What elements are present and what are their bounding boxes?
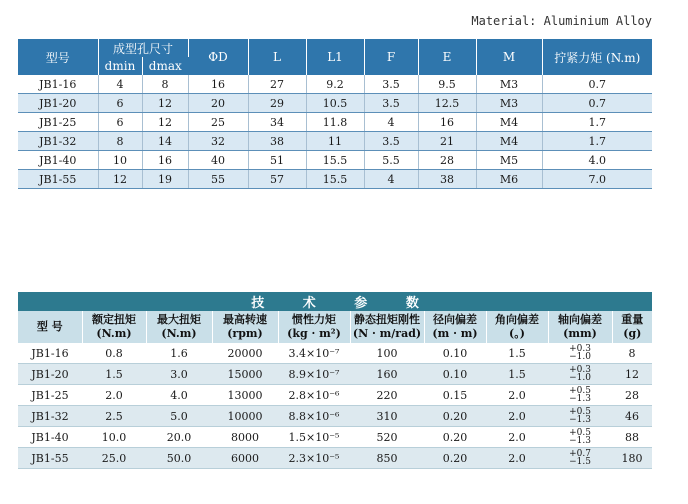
cell-m: M3	[476, 75, 542, 94]
cell-inertia: 2.8×10⁻⁶	[278, 385, 350, 406]
cell-speed: 10000	[212, 406, 278, 427]
cell-e: 16	[418, 113, 476, 132]
cell-max: 50.0	[146, 448, 212, 469]
cell-rated: 0.8	[82, 343, 146, 364]
cell-l: 57	[248, 170, 306, 189]
cell-inertia: 1.5×10⁻⁵	[278, 427, 350, 448]
cell-f: 3.5	[364, 75, 418, 94]
cell-speed: 6000	[212, 448, 278, 469]
cell-m: M6	[476, 170, 542, 189]
header-dmax: dmax	[142, 57, 188, 75]
cell-l1: 15.5	[306, 151, 364, 170]
cell-radial: 0.10	[424, 343, 486, 364]
header-line: 惯性力矩	[292, 313, 336, 326]
cell-torque: 0.7	[542, 94, 652, 113]
cell-l: 38	[248, 132, 306, 151]
cell-f: 4	[364, 113, 418, 132]
table-row	[18, 75, 652, 94]
cell-weight: 46	[612, 406, 652, 427]
cell-rated: 1.5	[82, 364, 146, 385]
header-line: 最高转速	[223, 313, 267, 326]
cell-e: 21	[418, 132, 476, 151]
table-row	[18, 151, 652, 170]
cell-stiffness: 220	[350, 385, 424, 406]
table-row	[18, 364, 652, 385]
axial-plus: +0.3	[569, 365, 591, 375]
header-line: (kg · m²)	[287, 327, 341, 340]
cell-l: 27	[248, 75, 306, 94]
cell-l1: 11.8	[306, 113, 364, 132]
cell-dmax: 12	[142, 113, 188, 132]
cell-m: M5	[476, 151, 542, 170]
header-line: (m · m)	[432, 327, 478, 340]
cell-angular: 1.5	[486, 343, 548, 364]
cell-axial	[548, 448, 612, 469]
table-row	[18, 406, 652, 427]
cell-inertia: 8.9×10⁻⁷	[278, 364, 350, 385]
header-rated-torque	[82, 311, 146, 343]
cell-rated: 2.0	[82, 385, 146, 406]
cell-m: M4	[476, 132, 542, 151]
cell-f: 5.5	[364, 151, 418, 170]
header-max-torque	[146, 311, 212, 343]
axial-minus: −1.3	[569, 394, 591, 404]
cell-angular: 1.5	[486, 364, 548, 385]
header-line: 径向偏差	[433, 313, 477, 326]
cell-radial: 0.20	[424, 427, 486, 448]
cell-angular: 2.0	[486, 448, 548, 469]
cell-max: 4.0	[146, 385, 212, 406]
cell-m: M3	[476, 94, 542, 113]
material-label: Material: Aluminium Alloy	[471, 14, 652, 28]
axial-minus: −1.5	[569, 457, 591, 467]
axial-plus: +0.5	[569, 386, 591, 396]
table-row	[18, 448, 652, 469]
cell-dmax: 8	[142, 75, 188, 94]
cell-stiffness: 310	[350, 406, 424, 427]
cell-l1: 10.5	[306, 94, 364, 113]
header-f: F	[364, 39, 418, 75]
cell-l1: 11	[306, 132, 364, 151]
axial-minus: −1.3	[569, 436, 591, 446]
header-weight	[612, 311, 652, 343]
header-radial	[424, 311, 486, 343]
cell-axial	[548, 427, 612, 448]
header-max-speed	[212, 311, 278, 343]
cell-model: JB1-40	[18, 427, 82, 448]
cell-rated: 2.5	[82, 406, 146, 427]
cell-weight: 88	[612, 427, 652, 448]
header-l: L	[248, 39, 306, 75]
header-e: E	[418, 39, 476, 75]
cell-torque: 1.7	[542, 132, 652, 151]
cell-radial: 0.20	[424, 406, 486, 427]
cell-dmin: 6	[98, 113, 142, 132]
header-hole-size: 成型孔尺寸	[98, 39, 188, 57]
cell-torque: 7.0	[542, 170, 652, 189]
cell-stiffness: 160	[350, 364, 424, 385]
technical-parameters-table	[18, 292, 652, 469]
cell-model: JB1-32	[18, 132, 98, 151]
cell-f: 3.5	[364, 94, 418, 113]
cell-max: 1.6	[146, 343, 212, 364]
axial-plus: +0.5	[569, 407, 591, 417]
technical-parameters-title: 技 术 参 数	[18, 292, 652, 311]
cell-radial: 0.10	[424, 364, 486, 385]
header-dmin: dmin	[98, 57, 142, 75]
cell-radial: 0.20	[424, 448, 486, 469]
cell-stiffness: 520	[350, 427, 424, 448]
header-line: 静态扭矩刚性	[354, 313, 420, 326]
header-line: (rpm)	[227, 327, 263, 340]
cell-phi_d: 20	[188, 94, 248, 113]
cell-max: 5.0	[146, 406, 212, 427]
header-phi-d: ΦD	[188, 39, 248, 75]
cell-weight: 28	[612, 385, 652, 406]
header-model: 型号	[18, 39, 98, 75]
table-row	[18, 385, 652, 406]
cell-phi_d: 55	[188, 170, 248, 189]
cell-dmin: 12	[98, 170, 142, 189]
cell-f: 3.5	[364, 132, 418, 151]
header-model	[18, 311, 82, 343]
cell-speed: 15000	[212, 364, 278, 385]
header-m: M	[476, 39, 542, 75]
header-line: (N.m)	[161, 327, 197, 340]
axial-minus: −1.0	[569, 352, 591, 362]
cell-phi_d: 40	[188, 151, 248, 170]
table-row	[18, 170, 652, 189]
cell-l1: 15.5	[306, 170, 364, 189]
cell-model: JB1-55	[18, 448, 82, 469]
header-line: (N · m/rad)	[352, 327, 422, 340]
cell-weight: 12	[612, 364, 652, 385]
cell-radial: 0.15	[424, 385, 486, 406]
cell-speed: 20000	[212, 343, 278, 364]
cell-e: 38	[418, 170, 476, 189]
cell-torque: 0.7	[542, 75, 652, 94]
table-row	[18, 113, 652, 132]
cell-model: JB1-20	[18, 364, 82, 385]
cell-inertia: 8.8×10⁻⁶	[278, 406, 350, 427]
cell-dmin: 4	[98, 75, 142, 94]
cell-l: 29	[248, 94, 306, 113]
cell-axial	[548, 364, 612, 385]
header-line: 角向偏差	[495, 313, 539, 326]
cell-weight: 8	[612, 343, 652, 364]
cell-e: 12.5	[418, 94, 476, 113]
cell-dmax: 16	[142, 151, 188, 170]
cell-inertia: 3.4×10⁻⁷	[278, 343, 350, 364]
cell-model: JB1-25	[18, 385, 82, 406]
cell-speed: 8000	[212, 427, 278, 448]
cell-dmin: 8	[98, 132, 142, 151]
cell-rated: 25.0	[82, 448, 146, 469]
cell-angular: 2.0	[486, 427, 548, 448]
cell-model: JB1-25	[18, 113, 98, 132]
cell-e: 28	[418, 151, 476, 170]
header-axial	[548, 311, 612, 343]
cell-torque: 1.7	[542, 113, 652, 132]
header-l1: L1	[306, 39, 364, 75]
cell-model: JB1-32	[18, 406, 82, 427]
cell-weight: 180	[612, 448, 652, 469]
header-line: (g)	[623, 327, 642, 340]
cell-dmin: 6	[98, 94, 142, 113]
table-row	[18, 132, 652, 151]
cell-model: JB1-55	[18, 170, 98, 189]
cell-f: 4	[364, 170, 418, 189]
axial-plus: +0.5	[569, 428, 591, 438]
header-line: (N.m)	[96, 327, 132, 340]
cell-m: M4	[476, 113, 542, 132]
cell-max: 20.0	[146, 427, 212, 448]
cell-axial	[548, 385, 612, 406]
cell-l: 34	[248, 113, 306, 132]
cell-model: JB1-16	[18, 75, 98, 94]
cell-stiffness: 850	[350, 448, 424, 469]
header-torque: 拧紧力矩 (N.m)	[542, 39, 652, 75]
header-line: (mm)	[563, 327, 597, 340]
cell-torque: 4.0	[542, 151, 652, 170]
axial-minus: −1.0	[569, 373, 591, 383]
cell-model: JB1-20	[18, 94, 98, 113]
dimensions-table	[18, 39, 652, 189]
cell-rated: 10.0	[82, 427, 146, 448]
header-line: 轴向偏差	[558, 313, 602, 326]
cell-max: 3.0	[146, 364, 212, 385]
cell-inertia: 2.3×10⁻⁵	[278, 448, 350, 469]
header-stiffness	[350, 311, 424, 343]
axial-minus: −1.3	[569, 415, 591, 425]
cell-dmax: 19	[142, 170, 188, 189]
table-row	[18, 427, 652, 448]
header-line: 最大扭矩	[157, 313, 201, 326]
table-row	[18, 343, 652, 364]
header-angular	[486, 311, 548, 343]
cell-phi_d: 32	[188, 132, 248, 151]
header-inertia	[278, 311, 350, 343]
cell-dmin: 10	[98, 151, 142, 170]
table-row	[18, 94, 652, 113]
cell-l1: 9.2	[306, 75, 364, 94]
cell-dmax: 12	[142, 94, 188, 113]
axial-plus: +0.7	[569, 449, 591, 459]
header-line: 型 号	[36, 320, 63, 333]
axial-plus: +0.3	[569, 344, 591, 354]
cell-model: JB1-40	[18, 151, 98, 170]
cell-model: JB1-16	[18, 343, 82, 364]
cell-dmax: 14	[142, 132, 188, 151]
cell-axial	[548, 406, 612, 427]
cell-stiffness: 100	[350, 343, 424, 364]
cell-e: 9.5	[418, 75, 476, 94]
header-line: 重量	[621, 313, 644, 326]
cell-l: 51	[248, 151, 306, 170]
cell-axial	[548, 343, 612, 364]
cell-phi_d: 25	[188, 113, 248, 132]
cell-angular: 2.0	[486, 385, 548, 406]
header-line: 额定扭矩	[92, 313, 136, 326]
cell-angular: 2.0	[486, 406, 548, 427]
cell-speed: 13000	[212, 385, 278, 406]
cell-phi_d: 16	[188, 75, 248, 94]
header-line: (。)	[509, 327, 525, 340]
